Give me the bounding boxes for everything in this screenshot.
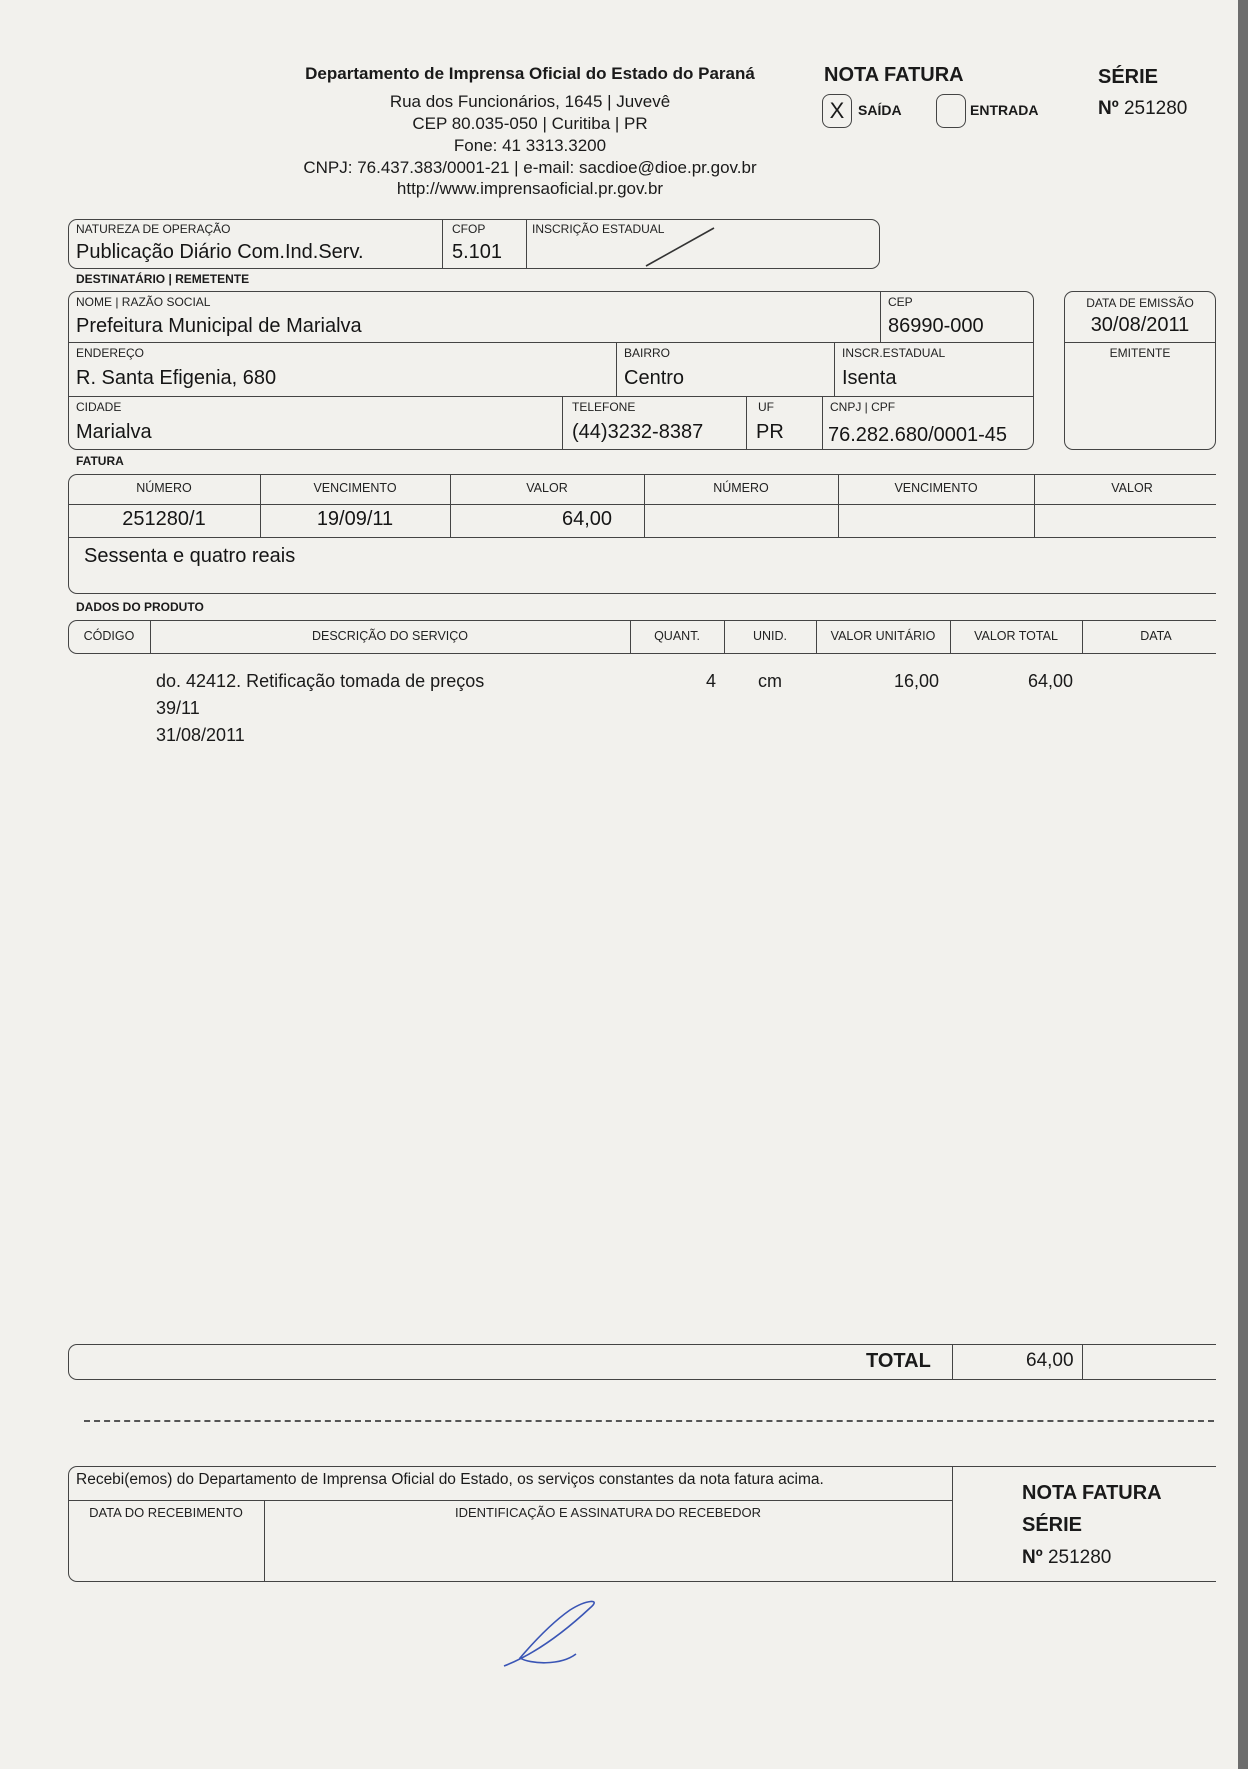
item-description-line-1: do. 42412. Retificação tomada de preços: [156, 671, 485, 691]
name-label: NOME | RAZÃO SOCIAL: [76, 295, 211, 309]
emission-date-label: DATA DE EMISSÃO: [1086, 296, 1194, 310]
amount-in-words: Sessenta e quatro reais: [84, 545, 296, 567]
ie-strike-mark: [640, 224, 720, 270]
fatura-header-numero-2: NÚMERO: [713, 481, 769, 495]
products-header-codigo: CÓDIGO: [83, 629, 135, 643]
fatura-section-title: FATURA: [76, 454, 124, 468]
saida-label: SAÍDA: [858, 102, 902, 118]
cnpj-label: CNPJ | CPF: [830, 400, 896, 414]
item-description-line-2: 39/11: [156, 698, 200, 718]
uf-value: PR: [756, 421, 784, 443]
item-total-value: 64,00: [1028, 671, 1074, 691]
uf-label: UF: [758, 400, 774, 414]
cnpj-value: 76.282.680/0001-45: [828, 424, 1008, 446]
issuer-website: http://www.imprensaoficial.pr.gov.br: [396, 179, 664, 198]
total-label: TOTAL: [866, 1350, 931, 1372]
bairro-label: BAIRRO: [624, 346, 671, 360]
recipient-section-title: DESTINATÁRIO | REMETENTE: [76, 272, 250, 286]
cfop-label: CFOP: [452, 222, 486, 236]
products-header-quant: QUANT.: [654, 629, 700, 643]
natureza-value: Publicação Diário Com.Ind.Serv.: [76, 241, 364, 263]
fatura-header-numero-1: NÚMERO: [136, 481, 192, 495]
products-header-unid: UNID.: [752, 629, 788, 643]
issuer-phone: Fone: 41 3313.3200: [453, 136, 607, 155]
issuer-cep: CEP 80.035-050 | Curitiba | PR: [412, 114, 648, 133]
item-unid: cm: [758, 671, 782, 691]
doc-title: NOTA FATURA: [824, 64, 964, 86]
item-quant: 4: [706, 671, 717, 691]
invoice-number-line: [1098, 98, 1187, 120]
cut-line: [84, 1420, 1214, 1422]
receipt-statement: Recebi(emos) do Departamento de Imprensa Oficial do Estado, os serviços constantes da nota fatura acima.: [76, 1471, 824, 1488]
city-label: CIDADE: [76, 400, 122, 414]
receipt-number-label: Nº: [1022, 1547, 1043, 1568]
item-description-line-3: 31/08/2011: [156, 725, 245, 745]
products-header-descricao: DESCRIÇÃO DO SERVIÇO: [311, 629, 469, 643]
fatura-header-valor-2: VALOR: [1111, 481, 1153, 495]
bairro-value: Centro: [624, 367, 685, 389]
products-header-valor-total: VALOR TOTAL: [974, 629, 1058, 643]
receipt-serie-label: SÉRIE: [1022, 1514, 1083, 1536]
address-label: ENDEREÇO: [76, 346, 145, 360]
recipient-ie-label: INSCR.ESTADUAL: [842, 346, 946, 360]
signature-scribble: [490, 1596, 610, 1696]
phone-value: (44)3232-8387: [572, 421, 704, 443]
saida-checkbox[interactable]: X: [822, 94, 852, 128]
fatura-header-valor-1: VALOR: [526, 481, 568, 495]
fatura-header-vencimento-2: VENCIMENTO: [894, 481, 978, 495]
ie-label: INSCRIÇÃO ESTADUAL: [532, 222, 665, 236]
fatura-numero: 251280/1: [122, 508, 206, 530]
fatura-vencimento: 19/09/11: [316, 508, 394, 530]
cfop-value: 5.101: [452, 241, 503, 263]
issuer-address: Rua dos Funcionários, 1645 | Juvevê: [389, 92, 671, 111]
serie-label: SÉRIE: [1098, 66, 1159, 88]
entrada-checkbox[interactable]: [936, 94, 966, 128]
cep-value: 86990-000: [888, 315, 984, 337]
products-section-title: DADOS DO PRODUTO: [76, 600, 204, 614]
recipient-ie-value: Isenta: [842, 367, 897, 389]
fatura-valor: 64,00: [562, 508, 613, 530]
entrada-label: ENTRADA: [970, 102, 1039, 118]
receipt-number-line: [1022, 1547, 1111, 1569]
receipt-signature-label: IDENTIFICAÇÃO E ASSINATURA DO RECEBEDOR: [454, 1505, 762, 1520]
number-label: Nº: [1098, 98, 1119, 119]
cep-label: CEP: [888, 295, 913, 309]
issuer-cnpj-email: CNPJ: 76.437.383/0001-21 | e-mail: sacdioe@dioe.pr.gov.br: [303, 158, 757, 177]
phone-label: TELEFONE: [572, 400, 636, 414]
invoice-number: 251280: [1123, 98, 1188, 119]
natureza-label: NATUREZA DE OPERAÇÃO: [76, 222, 231, 236]
city-value: Marialva: [76, 421, 152, 443]
products-header-data: DATA: [1140, 629, 1172, 643]
issuer-name: Departamento de Imprensa Oficial do Estado do Paraná: [305, 64, 755, 83]
total-value: 64,00: [1026, 1350, 1074, 1371]
emitter-label: EMITENTE: [1109, 346, 1171, 360]
address-value: R. Santa Efigenia, 680: [76, 367, 277, 389]
item-unit-value: 16,00: [894, 671, 940, 691]
products-header-valor-unitario: VALOR UNITÁRIO: [830, 629, 936, 643]
name-value: Prefeitura Municipal de Marialva: [76, 315, 362, 337]
fatura-header-vencimento-1: VENCIMENTO: [313, 481, 397, 495]
receipt-date-label: DATA DO RECEBIMENTO: [89, 1505, 243, 1520]
emission-date-value: 30/08/2011: [1090, 314, 1190, 336]
receipt-number: 251280: [1047, 1547, 1112, 1568]
receipt-doc-title: NOTA FATURA: [1022, 1482, 1162, 1504]
